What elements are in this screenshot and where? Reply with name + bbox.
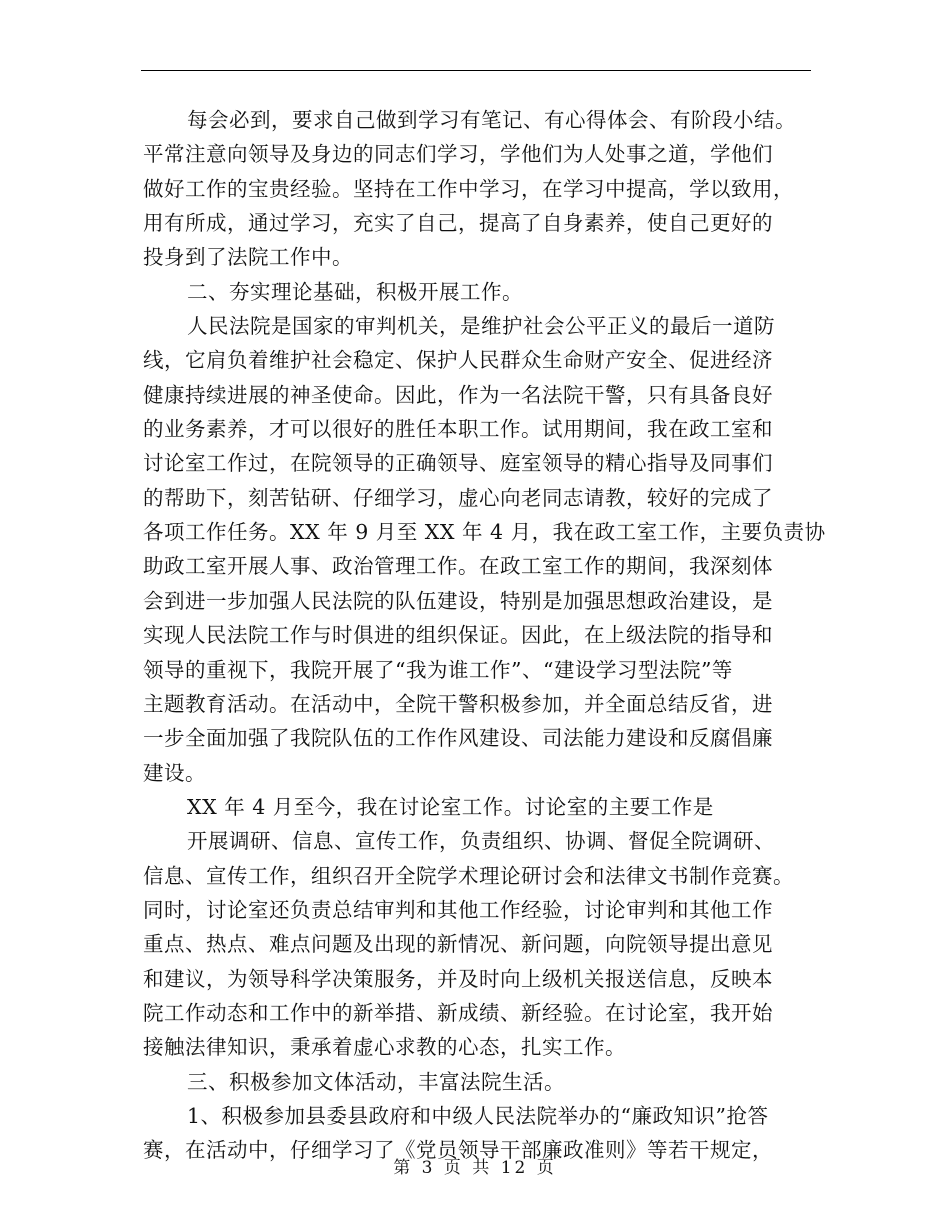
text-line: 二、夯实理论基础，积极开展工作。 (187, 279, 523, 304)
text-line: 做好工作的宝贵经验。坚持在工作中学习，在学习中提高，学以致用， (143, 176, 794, 201)
text-line: XX 年 4 月至今，我在讨论室工作。讨论室的主要工作是 (187, 794, 714, 819)
text-line: 和建议，为领导科学决策服务，并及时向上级机关报送信息，反映本 (143, 966, 773, 991)
text-line: 人民法院是国家的审判机关，是维护社会公平正义的最后一道防 (187, 314, 775, 339)
text-line: 的业务素养，才可以很好的胜任本职工作。试用期间，我在政工室和 (143, 417, 773, 442)
text-line: 平常注意向领导及身边的同志们学习，学他们为人处事之道，学他们 (143, 142, 773, 167)
text-line: 接触法律知识，秉承着虚心求教的心态，扎实工作。 (143, 1035, 626, 1060)
text-line: 实现人民法院工作与时俱进的组织保证。因此，在上级法院的指导和 (143, 623, 773, 648)
page-number-footer: 第 3 页 共 12 页 (393, 1158, 557, 1178)
text-line: 信息、宣传工作，组织召开全院学术理论研讨会和法律文书制作竞赛。 (143, 863, 794, 888)
text-line: 赛，在活动中，仔细学习了《党员领导干部廉政准则》等若干规定， (143, 1138, 773, 1163)
text-line: 主题教育活动。在活动中，全院干警积极参加，并全面总结反省，进 (143, 691, 773, 716)
text-line: 重点、热点、难点问题及出现的新情况、新问题，向院领导提出意见 (143, 932, 773, 957)
text-line: 1、积极参加县委县政府和中级人民法院举办的“廉政知识”抢答 (187, 1103, 769, 1128)
text-line: 三、积极参加文体活动，丰富法院生活。 (187, 1069, 565, 1094)
text-line: 会到进一步加强人民法院的队伍建设，特别是加强思想政治建设，是 (143, 588, 773, 613)
text-line: 的帮助下，刻苦钻研、仔细学习，虚心向老同志请教，较好的完成了 (143, 485, 773, 510)
document-body (143, 103, 826, 1168)
header-rule (141, 70, 811, 71)
text-line: 一步全面加强了我院队伍的工作作风建设、司法能力建设和反腐倡廉 (143, 726, 773, 751)
text-line: 领导的重视下，我院开展了“我为谁工作”、“建设学习型法院”等 (143, 657, 733, 682)
text-line: 用有所成，通过学习，充实了自己，提高了自身素养，使自己更好的 (143, 211, 773, 236)
text-line: 每会必到，要求自己做到学习有笔记、有心得体会、有阶段小结。 (187, 108, 796, 132)
text-line: 开展调研、信息、宣传工作，负责组织、协调、督促全院调研、 (187, 829, 775, 854)
text-line: 讨论室工作过，在院领导的正确领导、庭室领导的精心指导及同事们 (143, 451, 773, 476)
text-line: 助政工室开展人事、政治管理工作。在政工室工作的期间，我深刻体 (143, 554, 773, 579)
text-line: 建设。 (143, 760, 206, 785)
text-line: 同时，讨论室还负责总结审判和其他工作经验，讨论审判和其他工作 (143, 897, 773, 922)
text-line: 健康持续进展的神圣使命。因此，作为一名法院干警，只有具备良好 (143, 382, 773, 407)
text-line: 投身到了法院工作中。 (143, 245, 353, 270)
text-line: 各项工作任务。XX 年 9 月至 XX 年 4 月，我在政工室工作，主要负责协 (143, 520, 826, 545)
text-line: 线，它肩负着维护社会稳定、保护人民群众生命财产安全、促进经济 (143, 348, 773, 373)
text-line: 院工作动态和工作中的新举措、新成绩、新经验。在讨论室，我开始 (143, 1000, 773, 1025)
